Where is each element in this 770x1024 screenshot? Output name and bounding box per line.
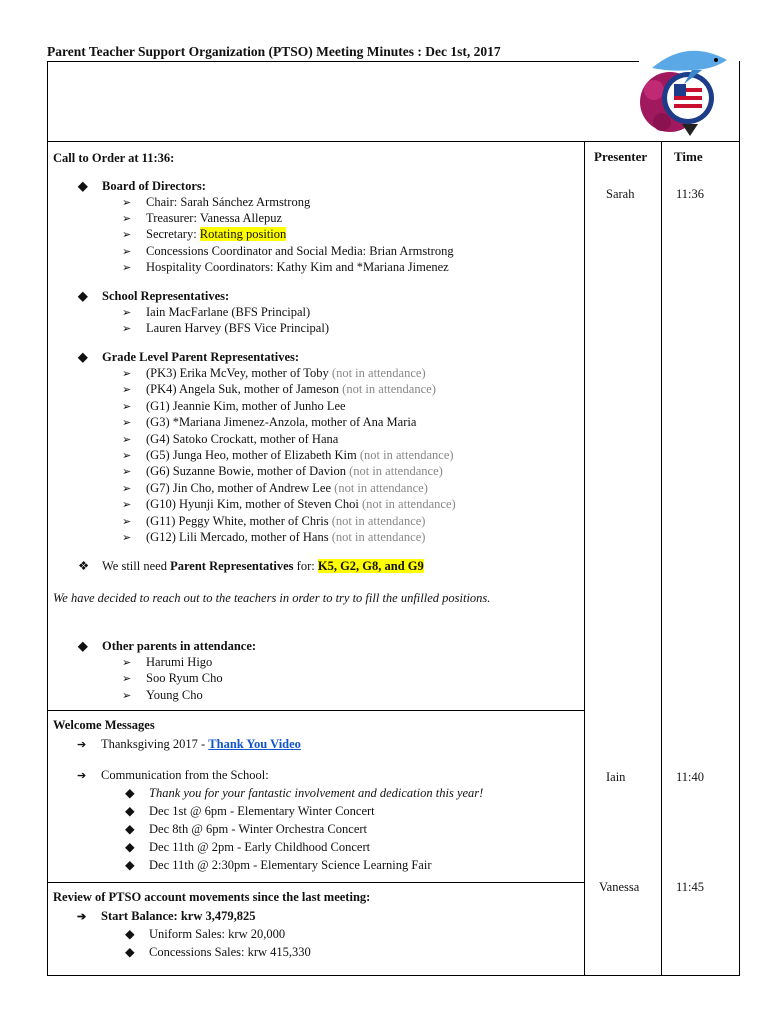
grade-rep-name: (G10) Hyunji Kim, mother of Steven Choi [146,497,359,512]
arrow-bullet-icon: ➢ [122,450,132,462]
list-item: ➢ Soo Ryum Cho [122,671,223,685]
board-heading: ◆ Board of Directors: [78,179,206,193]
time-welcome: 11:40 [676,770,705,784]
need-reps-note: ❖ We still need Parent Representatives for: K5, G2, G8, and G9 [78,559,424,573]
grade-rep-name: (G4) Satoko Crockatt, mother of Hana [146,431,339,446]
school-reps-heading: ◆ School Representatives: [78,289,230,303]
grade-rep-item [122,414,416,431]
presenter-sarah: Sarah [606,187,635,201]
grade-rep-item [122,381,436,398]
grade-rep-name: (G7) Jin Cho, mother of Andrew Lee [146,480,332,495]
arrow-right-icon: ➔ [77,911,87,923]
arrow-bullet-icon: ➢ [122,433,132,446]
attendance-note: (not in attendance) [359,448,454,462]
arrow-bullet-icon: ➢ [122,323,132,335]
arrow-bullet-icon: ➢ [122,466,132,479]
thank-you-video-link[interactable]: Thank You Video [208,737,301,751]
presenter-vanessa: Vanessa [599,880,640,894]
thanksgiving-line: ➔ Thanksgiving 2017 - Thank You Video [77,737,301,751]
diamond-bullet-icon: ◆ [125,804,135,818]
list-item: ➢ Chair: Sarah Sánchez Armstrong [122,195,311,209]
attendance-note: (not in attendance) [331,513,426,528]
list-item: ➢ Treasurer: Vanessa Allepuz [122,211,283,225]
attendance-note: (not in attendance) [331,366,426,380]
presenter-iain: Iain [606,770,626,784]
attendance-note: (not in attendance) [349,464,443,479]
row-divider [47,141,739,142]
grade-rep-item [122,513,425,530]
arrow-bullet-icon: ➢ [122,657,132,669]
highlighted-text: Rotating position [199,227,287,241]
arrow-bullet-icon: ➢ [122,515,132,528]
grade-rep-item [122,365,426,382]
list-item: ◆ Concessions Sales: krw 415,330 [125,945,311,959]
arrow-bullet-icon: ➢ [122,213,132,225]
grade-rep-name: (G6) Suzanne Bowie, mother of Davion [146,464,346,479]
list-item: ➢ Harumi Higo [122,655,213,669]
arrow-bullet-icon: ➢ [122,499,132,512]
grade-rep-item [122,496,456,513]
other-parents-heading: ◆ Other parents in attendance: [78,639,257,653]
diamond-bullet-icon: ◆ [78,350,88,364]
arrow-bullet-icon: ➢ [122,262,132,274]
welcome-heading: Welcome Messages [53,718,155,732]
list-item: ➢ Iain MacFarlane (BFS Principal) [122,305,311,319]
diamond-bullet-icon: ◆ [125,945,135,959]
list-item: ◆ Uniform Sales: krw 20,000 [125,927,286,941]
list-item: ◆ Dec 11th @ 2pm - Early Childhood Concert [125,840,371,854]
list-item: ◆ Thank you for your fantastic involvement and dedication this year! [125,786,484,800]
diamond-bullet-icon: ◆ [125,786,135,800]
time-review: 11:45 [676,880,705,894]
grade-rep-item [122,463,443,480]
grade-rep-item [122,529,425,546]
grade-rep-name: (G12) Lili Mercado, mother of Hans [146,530,329,544]
diamond-bullet-icon: ◆ [78,179,88,193]
grade-rep-item [122,480,428,497]
row-divider [47,710,585,711]
start-balance: ➔ Start Balance: krw 3,479,825 [77,909,256,923]
diamond-bullet-icon: ◆ [125,822,135,836]
arrow-right-icon: ➔ [77,770,87,782]
diamond-bullet-icon: ◆ [125,858,135,872]
arrow-bullet-icon: ➢ [122,368,132,380]
list-item: ◆ Dec 11th @ 2:30pm - Elementary Science Learning Fair [125,858,432,872]
arrow-bullet-icon: ➢ [122,690,132,702]
clover-bullet-icon: ❖ [78,559,90,573]
review-heading: Review of PTSO account movements since the last meeting: [53,890,371,904]
column-divider [661,141,662,975]
document-title: Parent Teacher Support Organization (PTSO) Meeting Minutes : Dec 1st, 2017 [47,44,501,59]
communication-line: ➔ Communication from the School: [77,768,269,782]
diamond-bullet-icon: ◆ [125,927,135,941]
grade-rep-item [122,447,454,464]
grade-rep-name: (G5) Junga Heo, mother of Elizabeth Kim [146,448,357,462]
arrow-bullet-icon: ➢ [122,246,132,258]
arrow-bullet-icon: ➢ [122,400,132,413]
diamond-bullet-icon: ◆ [78,289,88,303]
grade-rep-item [122,431,338,448]
list-item: ➢ Secretary: Rotating position [122,227,287,241]
grade-rep-item [122,398,346,415]
grade-rep-name: (G1) Jeannie Kim, mother of Junho Lee [146,398,346,413]
attendance-note: (not in attendance) [334,480,428,495]
attendance-note: (not in attendance) [331,530,426,544]
arrow-bullet-icon: ➢ [122,229,132,241]
arrow-bullet-icon: ➢ [122,417,132,430]
teachers-note: We have decided to reach out to the teachers in order to try to fill the unfilled positions. [53,591,491,605]
diamond-bullet-icon: ◆ [125,840,135,854]
arrow-bullet-icon: ➢ [122,197,132,209]
arrow-bullet-icon: ➢ [122,532,132,544]
grade-rep-name: (G11) Peggy White, mother of Chris [146,513,329,528]
list-item: ➢ Young Cho [122,688,203,702]
time-header: Time [674,149,703,164]
list-item: ➢ Concessions Coordinator and Social Media: Brian Armstrong [122,244,454,258]
diamond-bullet-icon: ◆ [78,639,88,653]
column-divider [584,141,585,975]
attendance-note: (not in attendance) [342,382,436,397]
highlighted-grades: K5, G2, G8, and G9 [317,559,424,573]
grade-rep-name: (PK3) Erika McVey, mother of Toby [146,366,329,380]
arrow-bullet-icon: ➢ [122,673,132,685]
arrow-bullet-icon: ➢ [122,307,132,319]
call-to-order-heading: Call to Order at 11:36: [53,151,175,165]
grade-rep-name: (G3) *Mariana Jimenez-Anzola, mother of Ana Maria [146,415,417,430]
arrow-bullet-icon: ➢ [122,384,132,397]
row-divider [47,882,585,883]
list-item: ➢ Hospitality Coordinators: Kathy Kim and *Mariana Jimenez [122,260,449,274]
list-item: ➢ Lauren Harvey (BFS Vice Principal) [122,321,329,335]
list-item: ◆ Dec 8th @ 6pm - Winter Orchestra Concert [125,822,367,836]
grade-rep-name: (PK4) Angela Suk, mother of Jameson [146,382,340,397]
presenter-header: Presenter [594,149,648,164]
arrow-bullet-icon: ➢ [122,482,132,495]
arrow-right-icon: ➔ [77,739,87,751]
list-item: ◆ Dec 1st @ 6pm - Elementary Winter Concert [125,804,375,818]
time-call-to-order: 11:36 [676,187,705,201]
grade-reps-heading: ◆ Grade Level Parent Representatives: [78,350,300,364]
attendance-note: (not in attendance) [361,497,456,512]
